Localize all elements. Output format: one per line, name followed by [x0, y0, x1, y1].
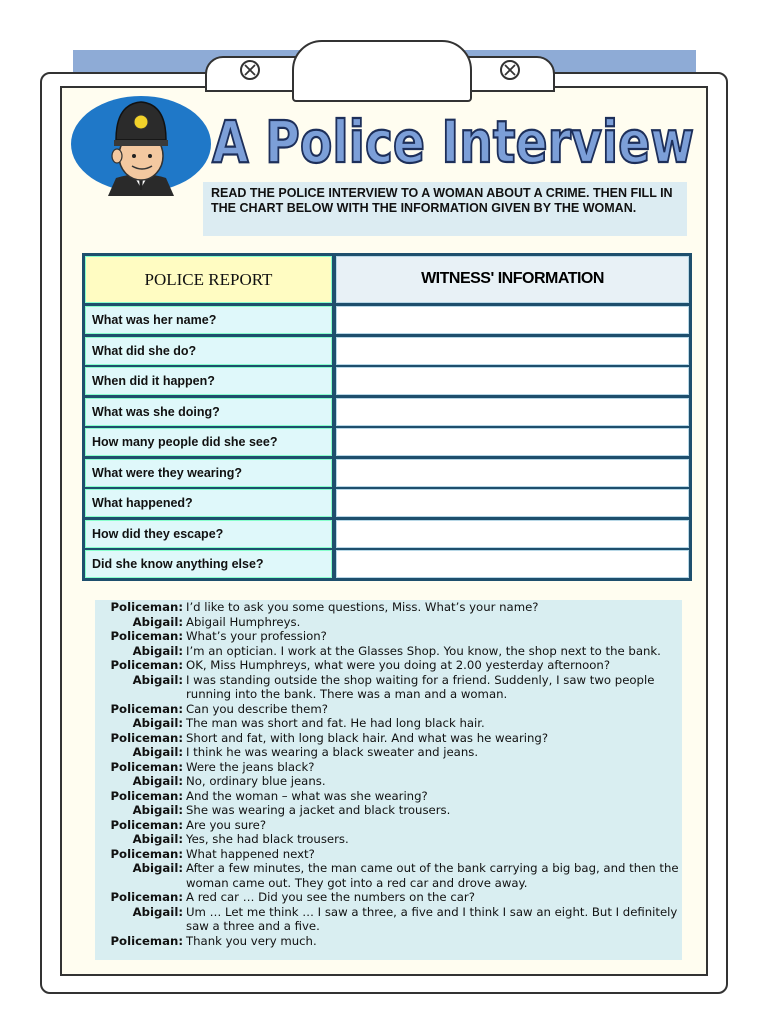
speaker-label: Abigail:	[132, 832, 183, 846]
dialogue-line	[95, 803, 682, 818]
dialogue-line	[95, 716, 682, 731]
table-row	[85, 398, 689, 426]
answer-field[interactable]	[336, 489, 689, 517]
question-cell: How did they escape?	[85, 520, 332, 548]
instructions: READ THE POLICE INTERVIEW TO A WOMAN ABOUT A CRIME. THEN FILL IN THE CHART BELOW WITH THE INFORMATION GIVEN BY THE WOMAN.	[203, 182, 687, 236]
table-row	[85, 337, 689, 365]
dialogue-line	[95, 934, 682, 949]
table-row	[85, 520, 689, 548]
table-row	[85, 550, 689, 578]
speaker-label: Policeman:	[110, 933, 183, 948]
table-header-row	[85, 256, 689, 303]
dialogue-line	[95, 905, 682, 934]
speaker-label: Policeman:	[110, 701, 183, 716]
speaker-label: Policeman:	[110, 846, 183, 861]
dialogue-line	[95, 745, 682, 760]
speaker-label: Abigail:	[132, 861, 183, 875]
column-header-police-report: POLICE REPORT	[85, 256, 332, 303]
speaker-label: Policeman:	[110, 600, 183, 614]
table-row	[85, 459, 689, 487]
table-row	[85, 367, 689, 395]
question-cell: How many people did she see?	[85, 428, 332, 456]
speaker-label: Policeman:	[110, 788, 183, 803]
speaker-label: Policeman:	[110, 658, 183, 672]
column-header-witness-information: WITNESS' INFORMATION	[336, 256, 689, 303]
answer-field[interactable]	[336, 306, 689, 334]
dialogue-line	[95, 673, 682, 702]
interview-dialogue	[95, 600, 682, 960]
answer-field[interactable]	[336, 367, 689, 395]
dialogue-line	[95, 658, 682, 673]
dialogue-text: Can you describe them?	[186, 701, 328, 716]
question-cell: When did it happen?	[85, 367, 332, 395]
dialogue-text: Abigail Humphreys.	[186, 614, 301, 629]
dialogue-line	[95, 702, 682, 717]
dialogue-line	[95, 890, 682, 905]
dialogue-text: The man was short and fat. He had long black hair.	[186, 716, 485, 730]
question-cell: What were they wearing?	[85, 459, 332, 487]
speaker-label: Abigail:	[132, 774, 183, 788]
worksheet-title	[208, 96, 698, 176]
speaker-label: Abigail:	[132, 803, 183, 817]
dialogue-line	[95, 832, 682, 847]
speaker-label: Abigail:	[132, 904, 183, 919]
dialogue-line	[95, 629, 682, 644]
speaker-label: Policeman:	[110, 629, 183, 643]
dialogue-text: I’m an optician. I work at the Glasses Shop. You know, the shop next to the bank.	[186, 643, 661, 658]
dialogue-text: After a few minutes, the man came out of the bank carrying a big bag, and then the woman came out. They got into a red car and drove away.	[186, 861, 679, 890]
dialogue-text: Thank you very much.	[186, 933, 317, 948]
answer-field[interactable]	[336, 398, 689, 426]
speaker-label: Policeman:	[110, 759, 183, 774]
answer-field[interactable]	[336, 550, 689, 578]
clip-top	[292, 40, 472, 102]
table-row	[85, 428, 689, 456]
question-cell: What did she do?	[85, 337, 332, 365]
dialogue-text: Yes, she had black trousers.	[186, 832, 349, 846]
dialogue-line	[95, 818, 682, 833]
police-report-table	[82, 253, 692, 581]
dialogue-text: Were the jeans black?	[186, 759, 315, 774]
answer-field[interactable]	[336, 337, 689, 365]
screw-right-icon	[500, 60, 520, 80]
question-cell: What was her name?	[85, 306, 332, 334]
dialogue-text: What happened next?	[186, 846, 315, 861]
screw-left-icon	[240, 60, 260, 80]
dialogue-line	[95, 731, 682, 746]
dialogue-line	[95, 789, 682, 804]
dialogue-text: I think he was wearing a black sweater and jeans.	[186, 745, 479, 759]
speaker-label: Abigail:	[132, 672, 183, 687]
title-text: A Police Interview	[212, 108, 694, 176]
table-row	[85, 489, 689, 517]
dialogue-line	[95, 774, 682, 789]
dialogue-line	[95, 600, 682, 615]
dialogue-text: And the woman – what was she wearing?	[186, 788, 428, 803]
speaker-label: Policeman:	[110, 890, 183, 904]
dialogue-text: Um … Let me think … I saw a three, a five and I think I saw an eight. But I definitely saw a three and a five.	[186, 904, 678, 933]
dialogue-text: OK, Miss Humphreys, what were you doing at 2.00 yesterday afternoon?	[186, 658, 611, 672]
question-cell: What happened?	[85, 489, 332, 517]
answer-field[interactable]	[336, 428, 689, 456]
speaker-label: Abigail:	[132, 614, 183, 629]
dialogue-text: Short and fat, with long black hair. And what was he wearing?	[186, 730, 549, 745]
dialogue-line	[95, 615, 682, 630]
dialogue-text: She was wearing a jacket and black trousers.	[186, 803, 451, 817]
dialogue-line	[95, 760, 682, 775]
dialogue-text: I’d like to ask you some questions, Miss. What’s your name?	[186, 600, 539, 614]
dialogue-text: What’s your profession?	[186, 629, 327, 643]
dialogue-text: Are you sure?	[186, 817, 267, 832]
speaker-label: Policeman:	[110, 730, 183, 745]
dialogue-text: A red car … Did you see the numbers on the car?	[186, 890, 475, 904]
speaker-label: Abigail:	[132, 745, 183, 759]
speaker-label: Abigail:	[132, 716, 183, 730]
answer-field[interactable]	[336, 520, 689, 548]
dialogue-line	[95, 861, 682, 890]
answer-field[interactable]	[336, 459, 689, 487]
dialogue-text: No, ordinary blue jeans.	[186, 774, 326, 788]
dialogue-text: I was standing outside the shop waiting for a friend. Suddenly, I saw two people running into the bank. There was a man and a woman.	[186, 672, 655, 701]
speaker-label: Abigail:	[132, 643, 183, 658]
police-officer-icon	[70, 96, 212, 196]
table-row	[85, 306, 689, 334]
question-cell: Did she know anything else?	[85, 550, 332, 578]
dialogue-line	[95, 847, 682, 862]
speaker-label: Policeman:	[110, 817, 183, 832]
question-cell: What was she doing?	[85, 398, 332, 426]
dialogue-line	[95, 644, 682, 659]
